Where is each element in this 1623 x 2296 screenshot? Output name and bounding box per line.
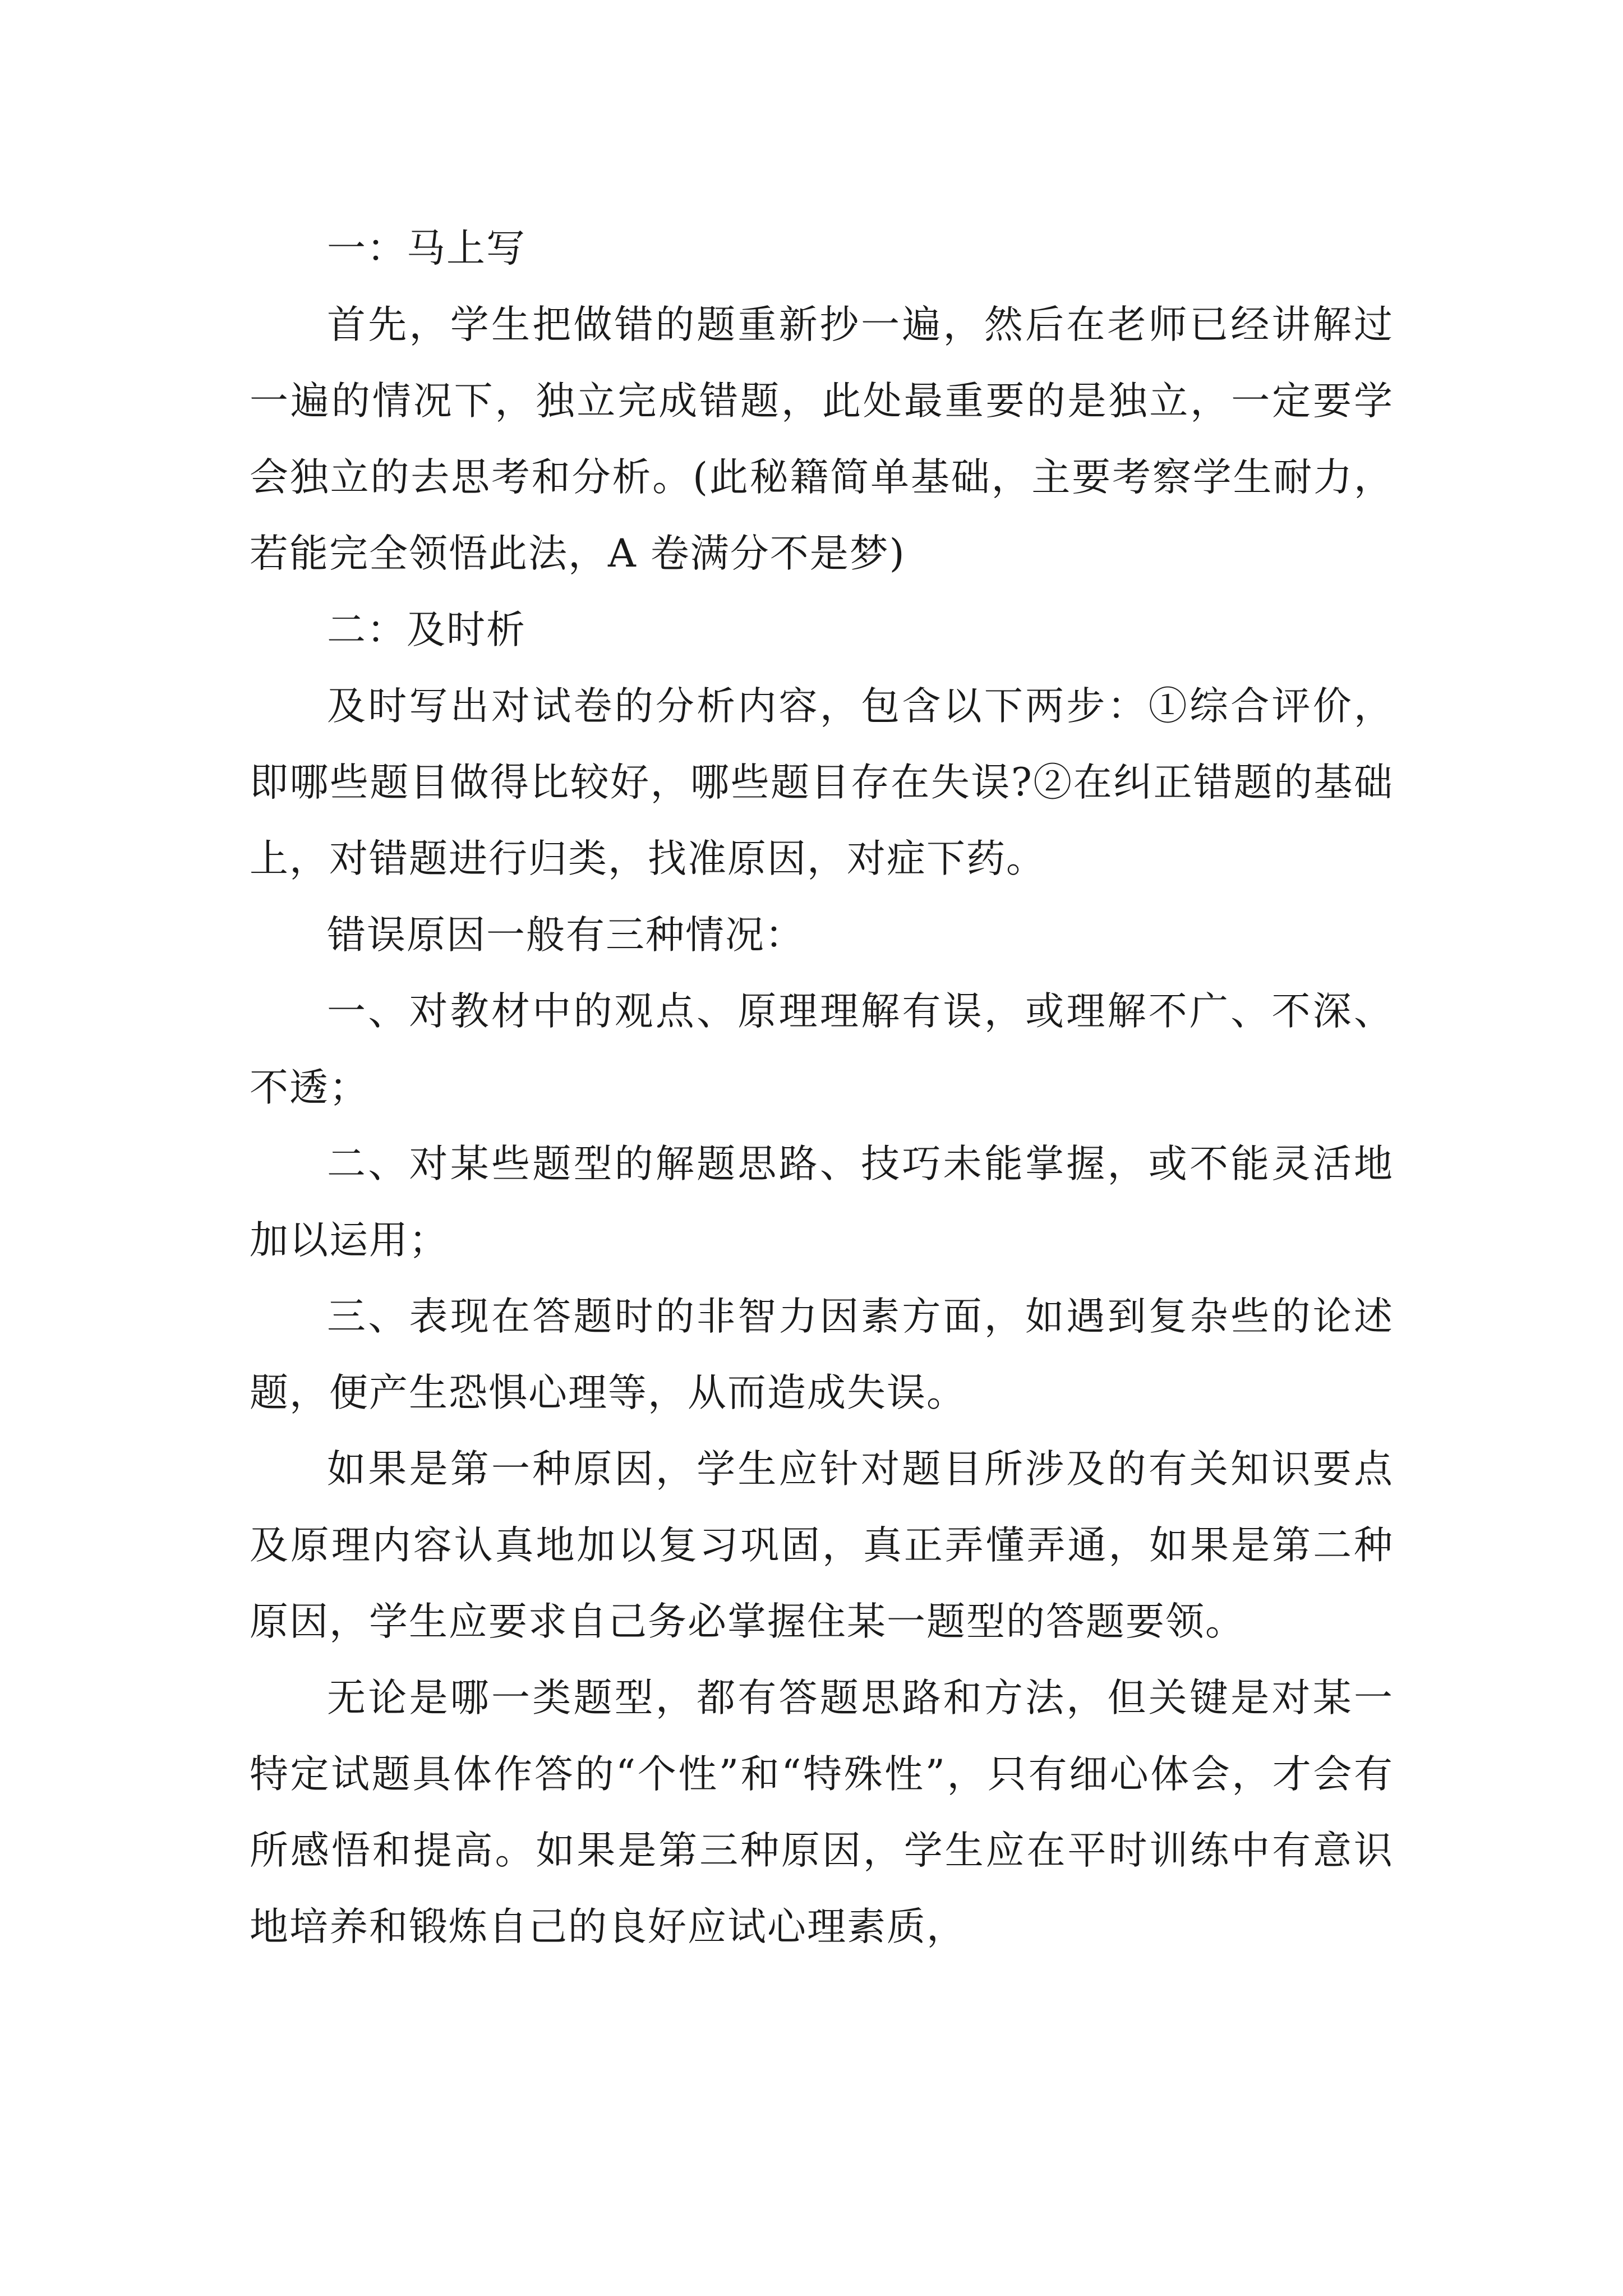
section-heading-2: 二：及时析 <box>327 608 526 652</box>
paragraph-5: 无论是哪一类题型，都有答题思路和方法，但关键是对某一特定试题具体作答的“个性”和“特殊性”，只有细心体会，才会有所感悟和提高。如果是第三种原因，学生应在平时训练中有意识地培养和锻炼自己的良好应试心理素质， <box>250 1676 1394 1949</box>
paragraph-3: 错误原因一般有三种情况： <box>327 913 805 958</box>
list-item-2: 二、对某些题型的解题思路、技巧未能掌握，或不能灵活地加以运用； <box>250 1142 1394 1263</box>
document-body <box>250 210 1394 1965</box>
list-item-1: 一、对教材中的观点、原理理解有误，或理解不广、不深、不透； <box>250 989 1394 1110</box>
section-heading-1: 一：马上写 <box>327 226 526 271</box>
paragraph-1: 首先，学生把做错的题重新抄一遍，然后在老师已经讲解过一遍的情况下，独立完成错题，此处最重要的是独立，一定要学会独立的去思考和分析。(此秘籍简单基础，主要考察学生耐力，若能完全领悟此法，A 卷满分不是梦) <box>250 302 1394 576</box>
paragraph-2: 及时写出对试卷的分析内容，包含以下两步：①综合评价，即哪些题目做得比较好，哪些题目存在失误?②在纠正错题的基础上，对错题进行归类，找准原因，对症下药。 <box>250 684 1394 881</box>
list-item-3: 三、表现在答题时的非智力因素方面，如遇到复杂些的论述题，便产生恐惧心理等，从而造成失误。 <box>250 1294 1394 1415</box>
paragraph-4: 如果是第一种原因，学生应针对题目所涉及的有关知识要点及原理内容认真地加以复习巩固，真正弄懂弄通，如果是第二种原因，学生应要求自己务必掌握住某一题型的答题要领。 <box>250 1447 1394 1644</box>
